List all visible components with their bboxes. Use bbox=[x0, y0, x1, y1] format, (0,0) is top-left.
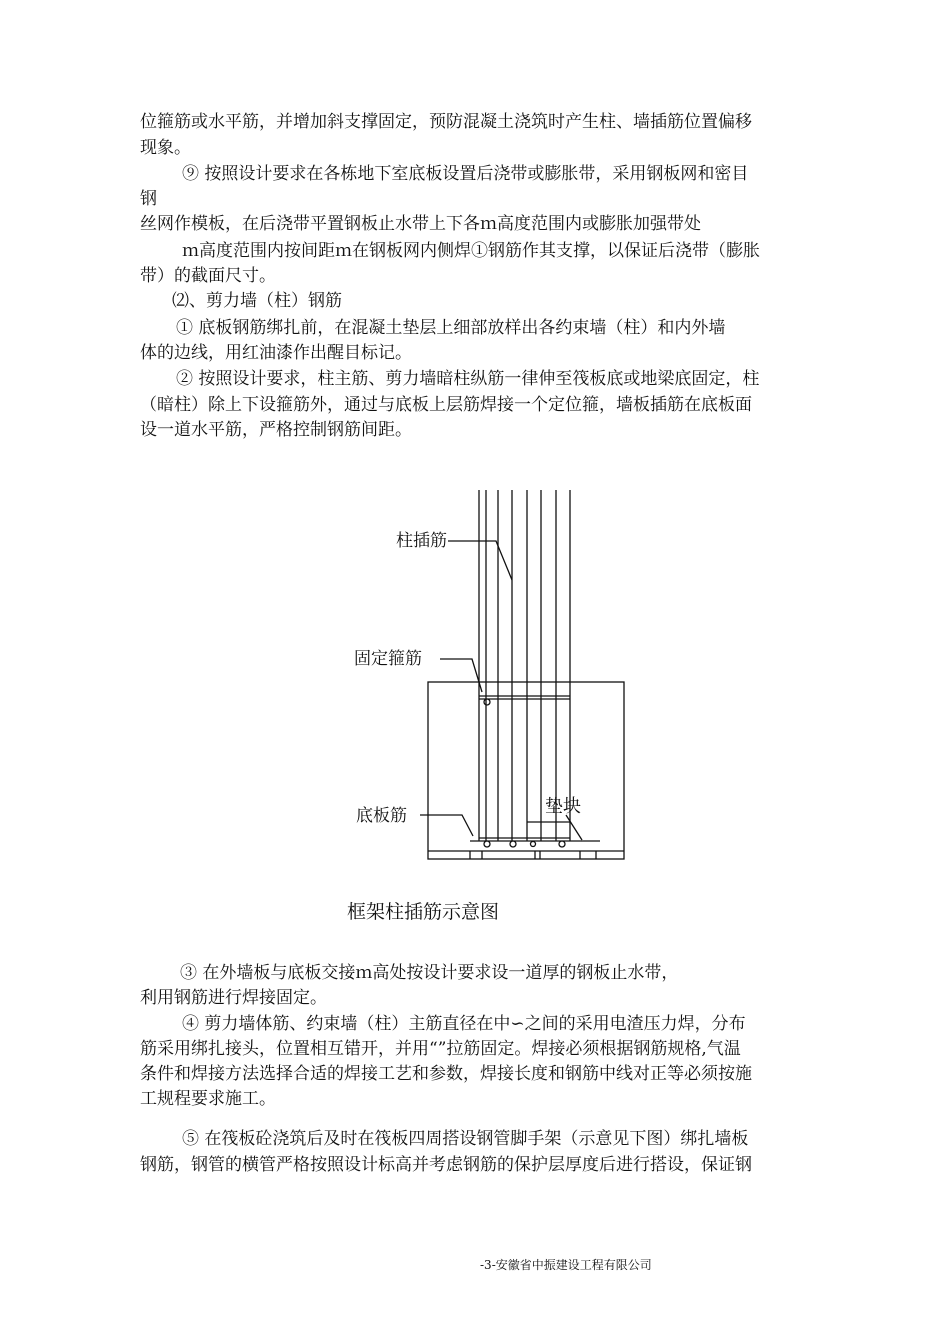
text-line: 钢 bbox=[140, 189, 157, 209]
section-heading: ⑵、剪力墙（柱）钢筋 bbox=[172, 291, 342, 311]
text-line: 丝网作模板，在后浇带平置钢板止水带上下各ｍ高度范围内或膨胀加强带处 bbox=[140, 214, 701, 234]
leader-line bbox=[440, 659, 482, 692]
text-line: 工规程要求施工。 bbox=[140, 1089, 276, 1109]
label-slab-bar: 底板筋 bbox=[356, 806, 407, 826]
text-line: ④ 剪力墙体筋、约束墙（柱）主筋直径在中∽之间的采用电渣压力焊，分布 bbox=[182, 1014, 746, 1034]
text-line: 利用钢筋进行焊接固定。 bbox=[140, 988, 327, 1008]
text-line: 条件和焊接方法选择合适的焊接工艺和参数，焊接长度和钢筋中线对正等必须按施 bbox=[140, 1064, 752, 1084]
page-footer: -3-安徽省中振建设工程有限公司 bbox=[480, 1258, 652, 1272]
figure-caption: 框架柱插筋示意图 bbox=[347, 901, 500, 923]
text-line: 钢筋，钢管的横管严格按照设计标高并考虑钢筋的保护层厚度后进行搭设，保证钢 bbox=[140, 1155, 752, 1175]
text-line: ③ 在外墙板与底板交接ｍ高处按设计要求设一道厚的钢板止水带， bbox=[180, 963, 679, 983]
text-line: （暗柱）除上下设箍筋外，通过与底板上层筋焊接一个定位箍，墙板插筋在底板面 bbox=[140, 395, 752, 415]
label-column-dowel: 柱插筋 bbox=[396, 531, 447, 551]
text-line: ⑤ 在筏板砼浇筑后及时在筏板四周搭设钢管脚手架（示意见下图）绑扎墙板 bbox=[182, 1129, 749, 1149]
text-line: ① 底板钢筋绑扎前，在混凝土垫层上细部放样出各约束墙（柱）和内外墙 bbox=[176, 318, 726, 338]
text-line: 设一道水平筋，严格控制钢筋间距。 bbox=[140, 420, 412, 440]
column-dowel-diagram bbox=[0, 470, 950, 890]
text-line: 体的边线，用红油漆作出醒目标记。 bbox=[140, 343, 412, 363]
text-line: ⑨ 按照设计要求在各栋地下室底板设置后浇带或膨胀带，采用钢板网和密目 bbox=[182, 164, 749, 184]
text-line: 带）的截面尺寸。 bbox=[140, 266, 276, 286]
text-line: ② 按照设计要求，柱主筋、剪力墙暗柱纵筋一律伸至筏板底或地梁底固定，柱 bbox=[176, 369, 760, 389]
text-line: 现象。 bbox=[140, 138, 191, 158]
leader-line bbox=[448, 541, 512, 580]
text-line: 筋采用绑扎接头，位置相互错开，并用“”拉筋固定。焊接必须根据钢筋规格,气温 bbox=[140, 1039, 741, 1059]
text-line: ｍ高度范围内按间距ｍ在钢板网内侧焊①钢筋作其支撑，以保证后浇带（膨胀 bbox=[182, 241, 760, 261]
leader-line bbox=[566, 815, 582, 840]
label-spacer: 垫块 bbox=[545, 796, 581, 817]
slab-outline bbox=[428, 682, 624, 859]
label-fixing-stirrup: 固定箍筋 bbox=[354, 649, 422, 669]
text-line: 位箍筋或水平筋，并增加斜支撑固定，预防混凝土浇筑时产生柱、墙插筋位置偏移 bbox=[140, 112, 752, 132]
